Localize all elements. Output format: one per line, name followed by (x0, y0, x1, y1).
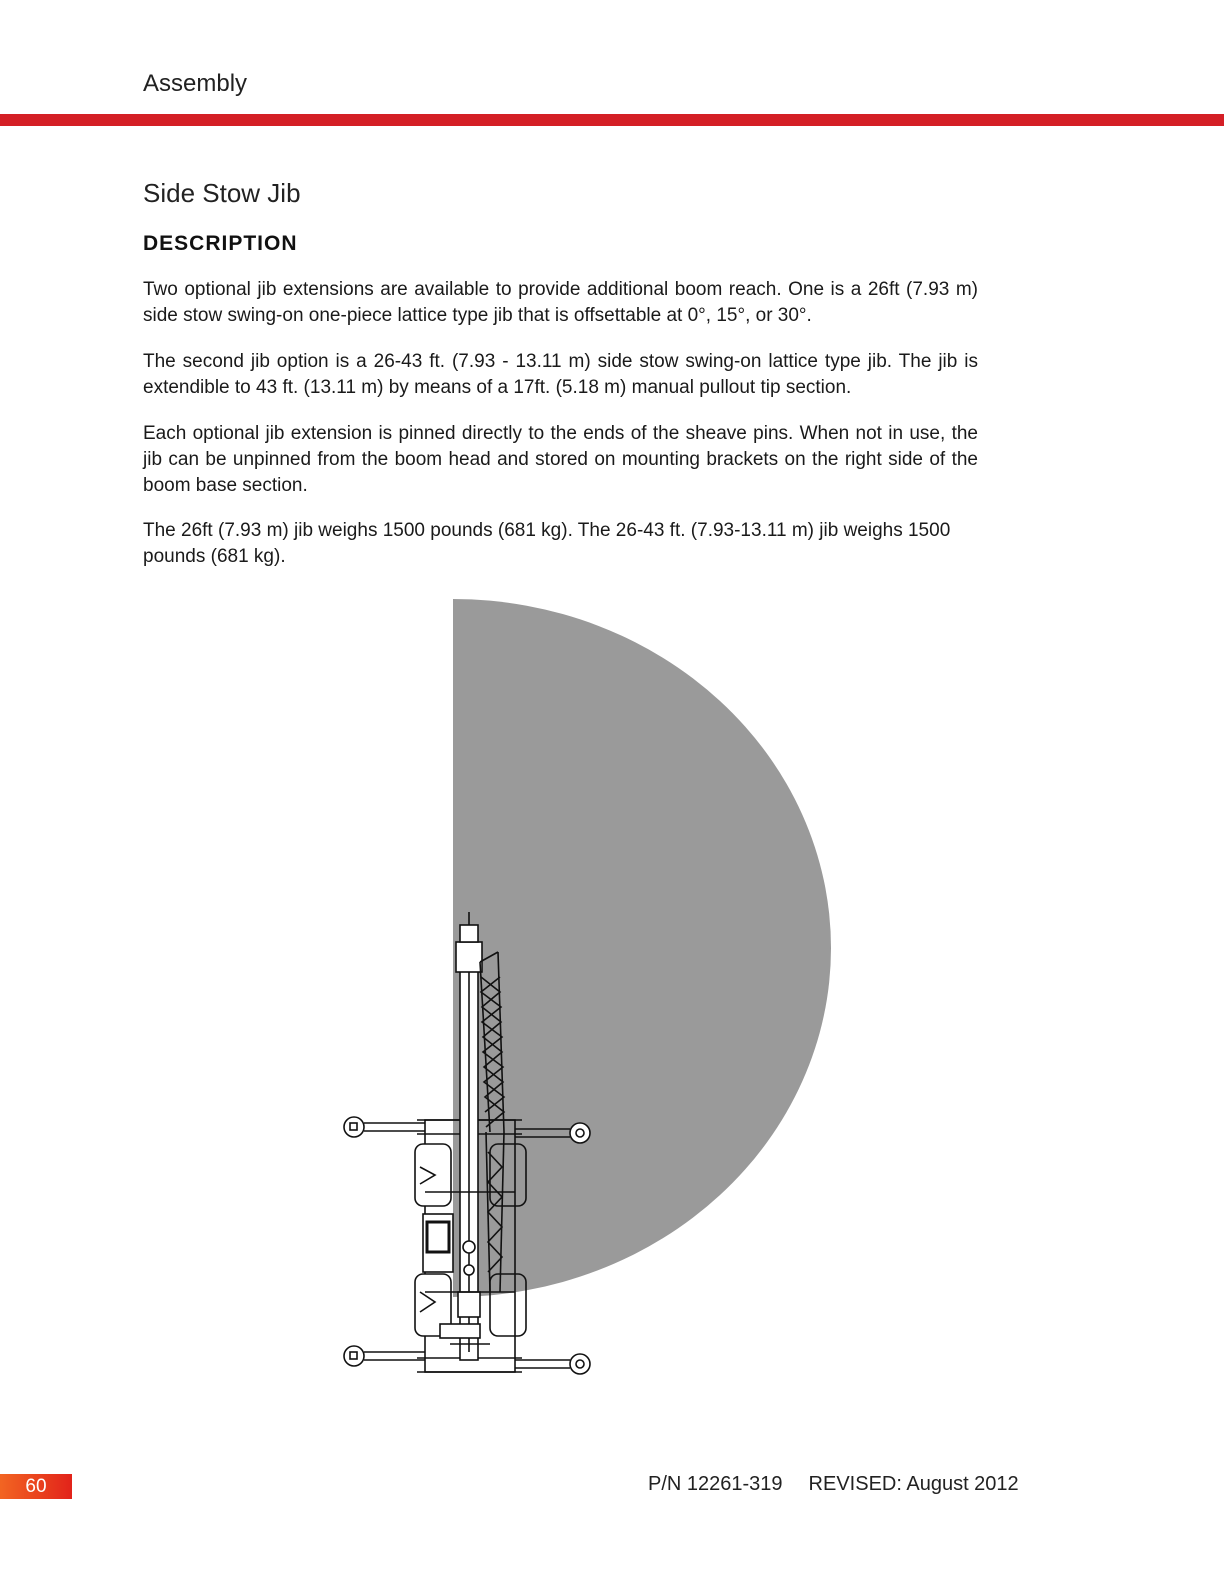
page-number: 60 (0, 1474, 72, 1499)
paragraph-jib-options: Two optional jib extensions are available to provide additional boom reach. One is a 26ft (7.93 m) side stow swing-on one-piece lattice type jib that is offsettable at 0°, 15°, or 30°. (143, 279, 978, 326)
header-title: Assembly (143, 70, 248, 97)
part-number: P/N 12261-319 (648, 1473, 783, 1495)
description-heading: DESCRIPTION (143, 232, 298, 255)
footer (648, 1473, 1019, 1496)
crane-top-view-icon (290, 592, 850, 1392)
paragraph-second-jib: The second jib option is a 26-43 ft. (7.93 - 13.11 m) side stow swing-on lattice type jib. The jib is extendible to 43 ft. (13.11 m) by means of a 17ft. (5.18 m) manual pullout tip section. (143, 351, 978, 398)
header-rule (0, 114, 1224, 126)
revised-date: REVISED: August 2012 (808, 1473, 1019, 1495)
paragraph-weights: The 26ft (7.93 m) jib weighs 1500 pounds (681 kg). The 26-43 ft. (7.93-13.11 m) jib weighs 1500 pounds (681 kg). (143, 520, 951, 567)
paragraph-pinning: Each optional jib extension is pinned directly to the ends of the sheave pins. When not in use, the jib can be unpinned from the boom head and stored on mounting brackets on the right side of the boom base section. (143, 423, 978, 496)
section-title: Side Stow Jib (143, 178, 301, 208)
crane-figure (290, 592, 850, 1397)
